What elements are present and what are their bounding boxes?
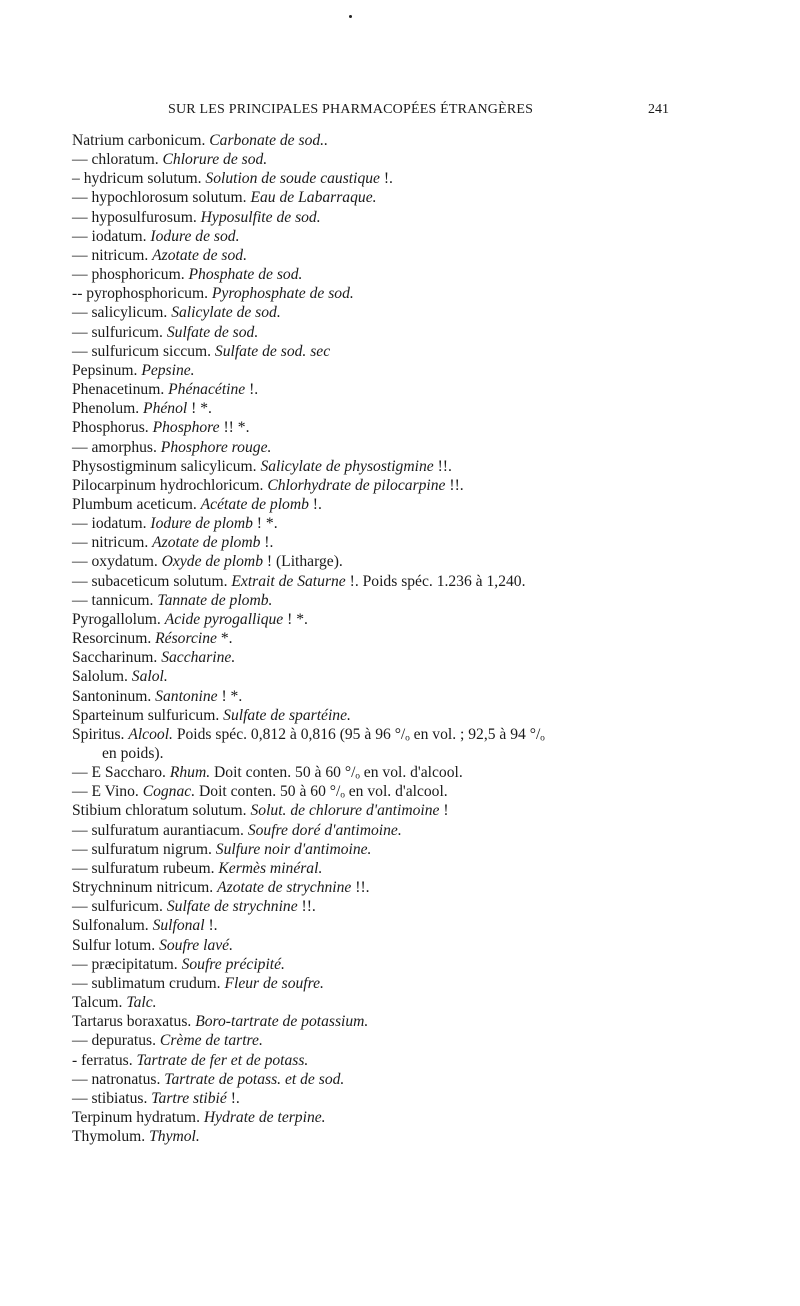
- entry-list: [72, 131, 722, 1146]
- entry-note: !: [439, 802, 449, 820]
- entry-line: [72, 380, 722, 399]
- page-number: 241: [648, 102, 669, 117]
- entry-note: ! *.: [187, 400, 212, 418]
- latin-name: Phenolum.: [72, 400, 144, 418]
- french-name: Cognac.: [142, 783, 196, 801]
- entry-line: [72, 361, 722, 380]
- french-name: Sulfate de strychnine: [166, 898, 298, 916]
- latin-name: Phosphorus.: [72, 419, 153, 437]
- french-name: Salicylate de physostigmine: [260, 457, 434, 475]
- entry-note: !.: [245, 381, 259, 399]
- entry-line: [72, 572, 722, 591]
- french-name: Phosphate de sod.: [188, 266, 303, 284]
- latin-name: Plumbum aceticum.: [72, 495, 201, 513]
- entry-note: ! *.: [217, 687, 243, 705]
- entry-note: Doit conten. 50 à 60 °/ₒ en vol. d'alcool.: [195, 783, 448, 801]
- entry-line: [72, 993, 722, 1012]
- entry-line: [72, 418, 722, 437]
- entry-line: [72, 169, 722, 188]
- entry-line: [72, 821, 722, 840]
- french-name: Chlorure de sod.: [162, 151, 268, 169]
- french-name: Résorcine: [155, 630, 217, 648]
- entry-line: [72, 533, 722, 552]
- entry-note: ! (Litharge).: [263, 553, 343, 571]
- entry-line: [72, 476, 722, 495]
- entry-line: [72, 552, 722, 571]
- latin-name: — sulfuricum.: [72, 323, 167, 341]
- latin-name: Physostigminum salicylicum.: [72, 457, 261, 475]
- latin-name: en poids).: [102, 745, 164, 762]
- entry-note: Doit conten. 50 à 60 °/ₒ en vol. d'alcool.: [210, 764, 463, 782]
- entry-line: [72, 897, 722, 916]
- entry-line: [72, 1012, 722, 1031]
- entry-line: [72, 150, 722, 169]
- french-name: Soufre précipité.: [181, 955, 285, 973]
- latin-name: — amorphus.: [72, 438, 161, 456]
- french-name: Acide pyrogallique: [164, 610, 284, 628]
- latin-name: — præcipitatum.: [72, 955, 182, 973]
- french-name: Tannate de plomb.: [157, 591, 273, 609]
- entry-line: [72, 744, 722, 763]
- entry-line: [72, 859, 722, 878]
- latin-name: Phenacetinum.: [72, 381, 169, 399]
- entry-line: [72, 284, 722, 303]
- entry-line: [72, 131, 722, 150]
- latin-name: — sulfuricum siccum.: [72, 342, 215, 360]
- entry-line: [72, 916, 722, 935]
- latin-name: – hydricum solutum.: [72, 170, 206, 188]
- french-name: Azotate de sod.: [152, 246, 247, 264]
- french-name: Phénacétine: [168, 381, 246, 399]
- running-header: SUR LES PRINCIPALES PHARMACOPÉES ÉTRANGÈRES: [168, 102, 534, 117]
- entry-note: !.: [260, 534, 274, 552]
- entry-line: [72, 514, 722, 533]
- french-name: Hydrate de terpine.: [203, 1108, 326, 1126]
- latin-name: — salicylicum.: [72, 304, 172, 322]
- latin-name: — sulfuratum nigrum.: [72, 840, 216, 858]
- latin-name: — iodatum.: [72, 515, 151, 533]
- entry-line: [72, 1127, 722, 1146]
- latin-name: Pepsinum.: [72, 361, 142, 379]
- latin-name: — E Saccharo.: [72, 764, 170, 782]
- french-name: Crème de tartre.: [159, 1032, 263, 1050]
- latin-name: Strychninum nitricum.: [72, 879, 218, 897]
- french-name: Sulfure noir d'antimoine.: [215, 840, 372, 858]
- french-name: Saccharine.: [161, 649, 236, 667]
- entry-line: [72, 936, 722, 955]
- latin-name: — subaceticum solutum.: [72, 572, 232, 590]
- latin-name: Sulfur lotum.: [72, 936, 160, 954]
- entry-line: [72, 667, 722, 686]
- entry-note: !. Poids spéc. 1.236 à 1,240.: [345, 572, 526, 590]
- latin-name: — hypochlorosum solutum.: [72, 189, 251, 207]
- entry-note: !!.: [445, 476, 464, 494]
- french-name: Tartrate de potass. et de sod.: [164, 1070, 345, 1088]
- entry-line: [72, 763, 722, 782]
- entry-line: [72, 687, 722, 706]
- french-name: Talc.: [126, 994, 157, 1012]
- latin-name: -- pyrophosphoricum.: [72, 285, 212, 303]
- entry-note: !!.: [433, 457, 452, 475]
- latin-name: Thymolum.: [72, 1128, 150, 1146]
- french-name: Phénol: [143, 400, 188, 418]
- entry-line: [72, 1051, 722, 1070]
- latin-name: Salolum.: [72, 668, 132, 686]
- speck-mark: [349, 15, 352, 18]
- latin-name: Sulfonalum.: [72, 917, 153, 935]
- entry-line: [72, 629, 722, 648]
- latin-name: — E Vino.: [72, 783, 143, 801]
- entry-line: [72, 495, 722, 514]
- latin-name: Pyrogallolum.: [72, 610, 165, 628]
- french-name: Carbonate de sod..: [209, 132, 328, 149]
- entry-line: [72, 208, 722, 227]
- french-name: Phosphore: [152, 419, 220, 437]
- entry-note: !.: [204, 917, 218, 935]
- french-name: Kermès minéral.: [218, 859, 323, 877]
- entry-line: [72, 457, 722, 476]
- french-name: Tartre stibié: [151, 1089, 227, 1107]
- entry-note: ! *.: [283, 610, 308, 628]
- entry-line: [72, 1031, 722, 1050]
- latin-name: — chloratum.: [72, 151, 163, 169]
- french-name: Azotate de strychnine: [217, 879, 352, 897]
- entry-line: [72, 610, 722, 629]
- entry-line: [72, 399, 722, 418]
- entry-line: [72, 1070, 722, 1089]
- entry-line: [72, 246, 722, 265]
- french-name: Thymol.: [149, 1128, 200, 1146]
- french-name: Pepsine.: [141, 361, 195, 379]
- entry-line: [72, 878, 722, 897]
- french-name: Pyrophosphate de sod.: [211, 285, 354, 303]
- french-name: Tartrate de fer et de potass.: [136, 1051, 309, 1069]
- latin-name: — sulfuratum rubeum.: [72, 859, 219, 877]
- entry-line: [72, 782, 722, 801]
- latin-name: — phosphoricum.: [72, 266, 189, 284]
- latin-name: Natrium carbonicum.: [72, 132, 210, 149]
- french-name: Salicylate de sod.: [171, 304, 281, 322]
- latin-name: Santoninum.: [72, 687, 156, 705]
- latin-name: — nitricum.: [72, 534, 153, 552]
- entry-note: !! *.: [219, 419, 250, 437]
- latin-name: — hyposulfurosum.: [72, 208, 201, 226]
- latin-name: — tannicum.: [72, 591, 158, 609]
- entry-note: !.: [379, 170, 393, 188]
- latin-name: Stibium chloratum solutum.: [72, 802, 251, 820]
- latin-name: Spiritus.: [72, 725, 129, 743]
- latin-name: Pilocarpinum hydrochloricum.: [72, 476, 268, 494]
- latin-name: — stibiatus.: [72, 1089, 152, 1107]
- latin-name: Terpinum hydratum.: [72, 1108, 204, 1126]
- entry-line: [72, 303, 722, 322]
- entry-line: [72, 955, 722, 974]
- entry-line: [72, 1089, 722, 1108]
- entry-line: [72, 188, 722, 207]
- latin-name: Talcum.: [72, 994, 127, 1012]
- french-name: Azotate de plomb: [152, 534, 261, 552]
- latin-name: Sparteinum sulfuricum.: [72, 706, 224, 724]
- french-name: Eau de Labarraque.: [250, 189, 377, 207]
- latin-name: — natronatus.: [72, 1070, 165, 1088]
- latin-name: — oxydatum.: [72, 553, 162, 571]
- french-name: Soufre lavé.: [159, 936, 233, 954]
- french-name: Iodure de plomb: [150, 515, 253, 533]
- french-name: Sulfate de sod.: [166, 323, 259, 341]
- entry-line: [72, 227, 722, 246]
- entry-note: ! *.: [252, 515, 278, 533]
- french-name: Solution de soude caustique: [205, 170, 380, 188]
- latin-name: — sublimatum crudum.: [72, 974, 225, 992]
- latin-name: — depuratus.: [72, 1032, 160, 1050]
- french-name: Iodure de sod.: [150, 227, 240, 245]
- entry-line: [72, 591, 722, 610]
- french-name: Solut. de chlorure d'antimoine: [250, 802, 440, 820]
- entry-line: [72, 840, 722, 859]
- french-name: Salol.: [131, 668, 168, 686]
- entry-note: !.: [226, 1089, 240, 1107]
- latin-name: — nitricum.: [72, 246, 153, 264]
- entry-line: [72, 801, 722, 820]
- french-name: Acétate de plomb: [200, 495, 309, 513]
- french-name: Extrait de Saturne: [231, 572, 346, 590]
- entry-line: [72, 342, 722, 361]
- latin-name: — sulfuricum.: [72, 898, 167, 916]
- french-name: Sulfate de sod. sec: [214, 342, 331, 360]
- french-name: Santonine: [155, 687, 218, 705]
- latin-name: - ferratus.: [72, 1051, 137, 1069]
- entry-line: [72, 974, 722, 993]
- entry-line: [72, 265, 722, 284]
- latin-name: Saccharinum.: [72, 649, 162, 667]
- entry-line: [72, 323, 722, 342]
- french-name: Oxyde de plomb: [161, 553, 263, 571]
- french-name: Sulfate de spartéine.: [223, 706, 351, 724]
- entry-note: !!.: [351, 879, 370, 897]
- french-name: Boro-tartrate de potassium.: [195, 1013, 369, 1031]
- french-name: Sulfonal: [152, 917, 205, 935]
- french-name: Fleur de soufre.: [224, 974, 324, 992]
- latin-name: — iodatum.: [72, 227, 151, 245]
- french-name: Phosphore rouge.: [160, 438, 272, 456]
- entry-note: Poids spéc. 0,812 à 0,816 (95 à 96 °/ₒ en vol. ; 92,5 à 94 °/ₒ: [172, 725, 545, 743]
- latin-name: Resorcinum.: [72, 630, 156, 648]
- french-name: Soufre doré d'antimoine.: [247, 821, 402, 839]
- entry-line: [72, 725, 722, 744]
- entry-note: *.: [216, 630, 233, 648]
- entry-line: [72, 706, 722, 725]
- french-name: Alcool.: [128, 725, 173, 743]
- french-name: Rhum.: [169, 764, 211, 782]
- latin-name: — sulfuratum aurantiacum.: [72, 821, 248, 839]
- entry-line: [72, 648, 722, 667]
- latin-name: Tartarus boraxatus.: [72, 1013, 196, 1031]
- french-name: Hyposulfite de sod.: [200, 208, 321, 226]
- entry-note: !!.: [297, 898, 316, 916]
- entry-line: [72, 438, 722, 457]
- entry-line: [72, 1108, 722, 1127]
- entry-note: !.: [308, 495, 322, 513]
- french-name: Chlorhydrate de pilocarpine: [267, 476, 446, 494]
